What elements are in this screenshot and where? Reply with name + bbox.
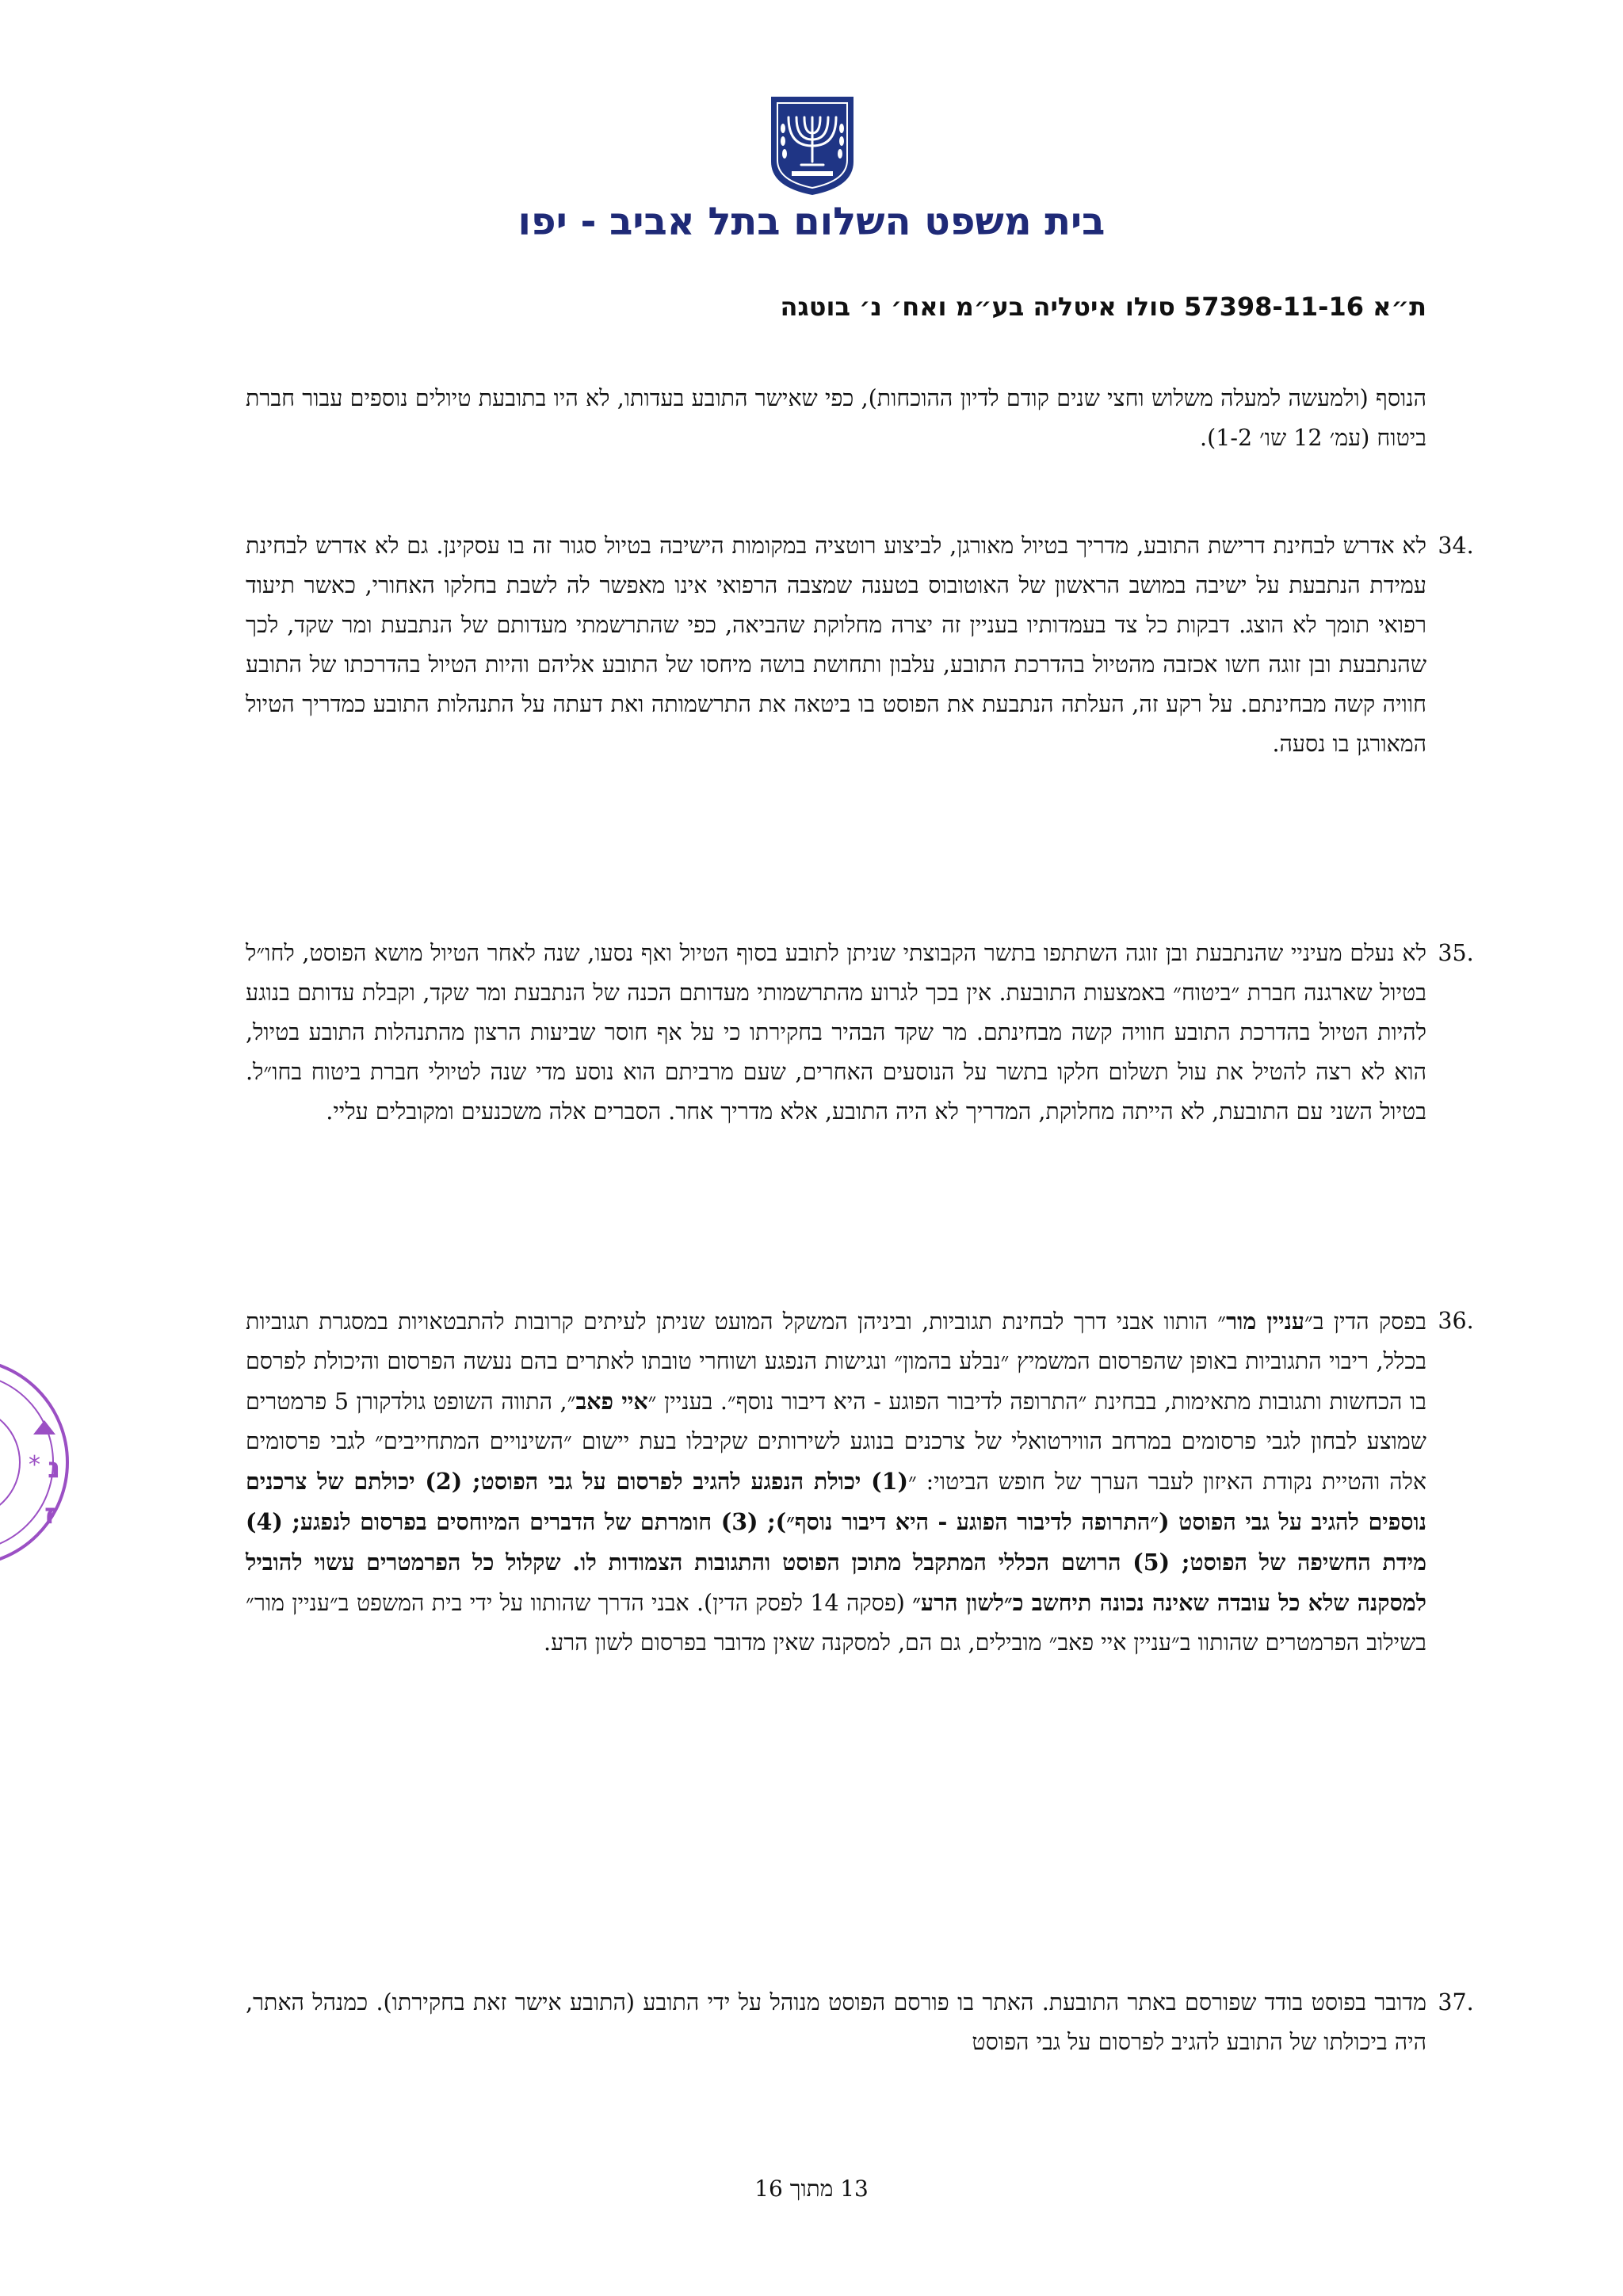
paragraph-36-part-4: (פסקה 14 לפסק הדין). אבני הדרך שהותוו על ידי בית המשפט ב״עניין מור״ בשילוב הפרמטרים שהותוו ב״עניין איי פאב״ מובילים, גם הם, למסקנה שאין מדובר בפרסום לשון הרע. (246, 1590, 1426, 1656)
paragraph-36-part-3: ״, התווה השופט גולדקורן 5 פרמטרים שמוצע לבחון לגבי פרסומים במרחב הווירטואלי של צרכנים בנוגע לשירותים שקיבלו בעת יישום ״השינויים המתחייבים״ לגבי פרסומים אלה והטיית נקודת האיזון לעבר הערך של חופש הביטוי: ״ (246, 1389, 1426, 1495)
paragraph-37: מדובר בפוסט בודד שפורסם באתר התובעת. האתר בו פורסם הפוסט מנוהל על ידי התובע (התובע אישר זאת בחקירתו). כמנהל האתר, היה ביכולתו של התובע להגיב לפרסום על גבי הפוסט (246, 1989, 1426, 2055)
paragraph-36-part-1: בפסק הדין ב״ (1304, 1308, 1427, 1335)
paragraph-number-37: 37. (1438, 1989, 1474, 2015)
court-stamp-icon (0, 1316, 71, 1609)
page-number: 13 מתוך 16 (754, 2176, 869, 2202)
case-name-mor: עניין מור (1226, 1308, 1305, 1335)
paragraph-number-34: 34. (1438, 533, 1474, 559)
court-name: בית משפט השלום בתל אביב - יפו (517, 200, 1106, 244)
svg-text:*: * (29, 1451, 40, 1479)
intro-paragraph: הנוסף (ולמעשה למעלה משלוש וחצי שנים קודם לדיון ההוכחות), כפי שאישר התובע בעדותו, לא היו בתובעת טיולים נוספים עבור חברת ביטוח (עמ׳ 12 שו׳ 1-2). (246, 385, 1426, 451)
stamp-letters-1: נ (48, 1452, 61, 1484)
case-name-ipav: איי פאב (575, 1388, 648, 1415)
israel-state-emblem-icon (768, 94, 857, 197)
parameters-quote: (1) יכולת הנפגע להגיב לפרסום על גבי הפוסט; (2) יכולתם של צרכנים נוספים להגיב על גבי הפוסט (״התרופה לדיבור הפוגע - היא דיבור נוסף״); (3) חומרתם של הדברים המיוחסים בפרסום לנפגע; (4) מידת החשיפה של הפוסט; (5) הרושם הכללי המתקבל מתוכן הפוסט והתגובות הצמודות לו. שקלול כל הפרמטרים עשוי להוביל למסקנה שלא כל עובדה שאינה נכונה תיחשב כ״לשון הרע״ (246, 1468, 1427, 1616)
case-number-line: ת״א 57398-11-16 סולו איטליה בע״מ ואח׳ נ׳ בוטגה (780, 292, 1426, 322)
paragraph-number-36: 36. (1438, 1308, 1474, 1334)
stamp-letters-2: ז (44, 1498, 56, 1530)
paragraph-35: לא נעלם מעיניי שהנתבעת ובן זוגה השתתפו בתשר הקבוצתי שניתן לתובע בסוף הטיול ואף נסעו, שנה לאחר הטיול מושא הפוסט, לחו״ל בטיול שארגנה חברת ״ביטוח״ באמצעות התובעת. אין בכך לגרוע מהתרשמותי מעדותם הכנה של הנתבעת ומר שקד, וקבלת עדותם בנוגע להיות הטיול בהדרכת התובע חוויה קשה מבחינתם. מר שקד הבהיר בחקירתו כי על אף חוסר שביעות הרצון מהתנהלות התובע בטיול, הוא לא רצה להטיל את עול תשלום חלקו בתשר על הנוסעים האחרים, שעם מרביתם הוא נוסע מדי שנה לטיולי חברת ביטוח בחו״ל. בטיול השני עם התובעת, לא הייתה מחלוקת, המדריך לא היה התובע, אלא מדריך אחר. הסברים אלה משכנעים ומקובלים עליי. (246, 940, 1426, 1125)
paragraph-36 (246, 1301, 1426, 1663)
paragraph-36-part-2: ״ הותוו אבני דרך לבחינת תגוביות, וביניהן המשקל המועט שניתן לעיתים קרובות להתבטאויות במסגרת תגוביות בכלל, ריבוי התגוביות באופן שהפרסום המשמיץ ״נבלע בהמון״ ונגישות הנפגע ושוחרי טובתו לאתרים בהם נעשה הפרסום והיכולת לפרסם בו הכחשות ותגובות מתאימות, בבחינת ״התרופה לדיבור הפוגע - היא דיבור נוסף״. בעניין ״ (246, 1308, 1426, 1415)
paragraph-34: לא אדרש לבחינת דרישת התובע, מדריך בטיול מאורגן, לביצוע רוטציה במקומות הישיבה בטיול סגור זה בו עסקינן. גם לא אדרש לבחינת עמידת הנתבעת על ישיבה במושב הראשון של האוטובוס בטענה שמצבה הרפואי אינו מאפשר לה לשבת בחלקו האחורי, כאשר תיעוד רפואי תומך לא הוצג. דבקות כל צד בעמדותיו בעניין זה יצרה מחלוקת שהביאה, כפי שהתרשמתי מעדותם של הנתבעת ומר שקד, לכך שהנתבעת ובן זוגה חשו אכזבה מהטיול בהדרכת התובע, עלבון ותחושת בושה מיחסו של התובע אליהם והיות הטיול בהדרכתו של התובע חוויה קשה מבחינתם. על רקע זה, העלתה הנתבעת את הפוסט בו ביטאה את התרשמותה ואת דעתה על התנהלות התובע כמדריך הטיול המאורגן בו נסעה. (246, 533, 1426, 757)
paragraph-number-35: 35. (1438, 940, 1474, 966)
